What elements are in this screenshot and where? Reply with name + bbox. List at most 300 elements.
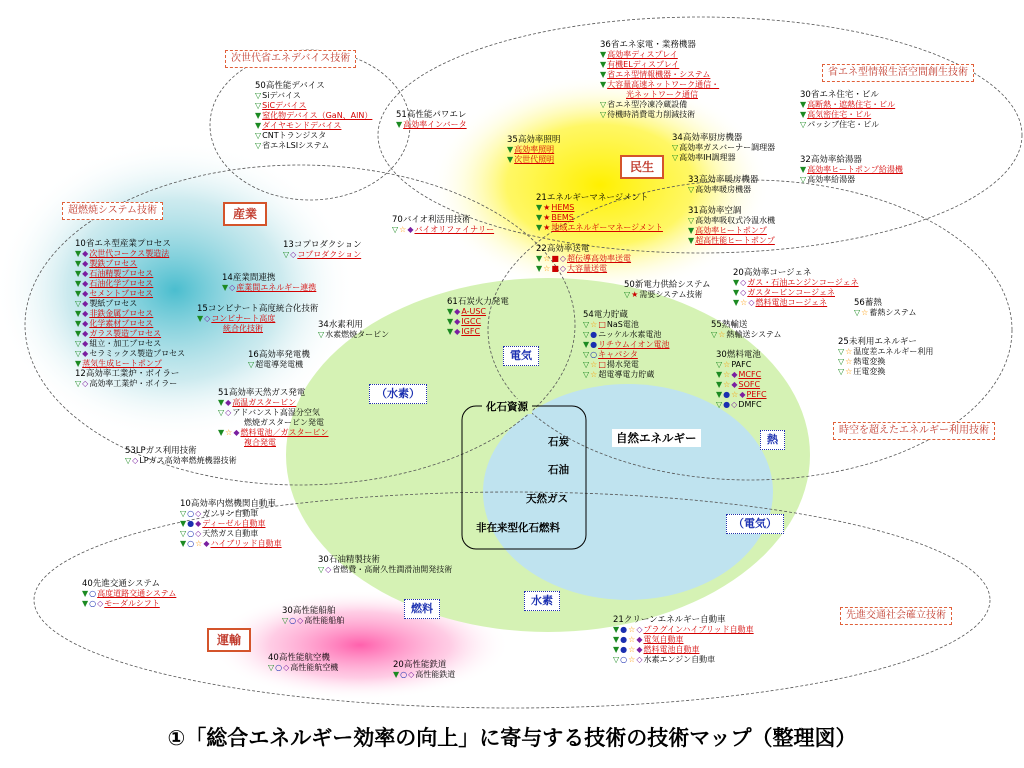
tech-item — [613, 645, 754, 655]
tech-item-label: ニッケル水素電池 — [598, 330, 662, 339]
tech-block-heading: 14産業間連携 — [222, 273, 276, 283]
tech-item — [716, 380, 767, 390]
tech-item-label: モーダルシフト — [104, 599, 160, 608]
tech-item-label: 高効率工業炉・ボイラー — [89, 379, 178, 388]
tech-item-label: 省エネLSIシステム — [262, 141, 330, 150]
tech-item — [255, 101, 372, 111]
tech-item-markers: ▼ — [75, 359, 82, 368]
tech-item-label: 産業間エネルギー連携 — [236, 283, 317, 292]
tech-item-label: 省エネ型冷凍冷蔵設備 — [607, 100, 688, 109]
tech-item-label: 超高性能ヒートポンプ — [695, 236, 775, 245]
tech-item-label: ガス・石油エンジンコージェネ — [747, 278, 859, 287]
tech-item-markers: ▼◆ — [75, 249, 89, 258]
tech-item-label: 高効率インバータ — [403, 120, 467, 129]
tech-item-label: キャパシタ — [598, 350, 638, 359]
tech-item-label: Siデバイス — [262, 91, 301, 100]
tech-block-heading: 31高効率空調 — [688, 206, 742, 216]
tech-item-markers: ▽ — [672, 153, 679, 162]
tech-block-heading: 30省エネ住宅・ビル — [800, 90, 879, 100]
tech-item-markers: ▽○◇ — [180, 509, 202, 518]
tech-item-markers: ▽○◇ — [180, 529, 202, 538]
tech-item-label: 燃焼ガスタービン発電 — [244, 418, 324, 427]
tech-item — [600, 60, 719, 70]
tech-item-markers: ▼○☆◆ — [180, 539, 210, 548]
tech-block-b51g — [218, 388, 328, 448]
tech-item — [75, 349, 185, 359]
tech-item — [255, 111, 372, 121]
tech-block-heading: 54電力貯蔵 — [583, 310, 628, 320]
tech-item-markers: ▽◆ — [75, 349, 89, 358]
tech-item-label: コプロダクション — [297, 250, 362, 259]
tech-item-label: 窒化物デバイス（GaN、AlN） — [262, 111, 373, 120]
tech-block-heading: 21クリーンエネルギー自動車 — [613, 615, 726, 625]
tech-block-heading: 34水素利用 — [318, 320, 363, 330]
tech-block-b14 — [222, 273, 316, 293]
tech-item-label: パッシブ住宅・ビル — [807, 120, 880, 129]
tech-item-label: 超伝導高効率送電 — [567, 254, 632, 263]
tech-item — [75, 249, 185, 259]
tech-item — [180, 539, 282, 549]
tech-block-heading: 51高効率天然ガス発電 — [218, 388, 306, 398]
tech-item-markers: ▼ — [800, 110, 807, 119]
tech-item-markers: ▽☆ — [838, 347, 853, 356]
tech-item — [688, 216, 775, 226]
tech-item — [688, 236, 775, 246]
tech-item-label: 次世代コークス製造法 — [89, 249, 170, 258]
tech-item — [733, 278, 859, 288]
tech-item-label: 石油化学プロセス — [89, 279, 154, 288]
tech-item-label: 蒸気生成ヒートポンプ — [82, 359, 162, 368]
tech-item-label: NaS電池 — [606, 320, 639, 329]
tech-block-b31 — [688, 206, 775, 246]
tech-item — [447, 307, 509, 317]
fossil-item-natural-gas: 天然ガス — [526, 493, 568, 505]
tech-item — [75, 289, 185, 299]
tech-block-heading: 30高性能船舶 — [282, 606, 336, 616]
tech-item — [282, 616, 344, 626]
tech-block-b40 — [82, 579, 176, 609]
tech-item — [197, 314, 318, 324]
tech-item-label: 高効率ヒートポンプ給湯機 — [807, 165, 903, 174]
tech-item-markers: ▽ — [672, 143, 679, 152]
tech-item — [716, 390, 767, 400]
tech-item — [218, 438, 328, 448]
tech-block-b56 — [854, 298, 917, 318]
energy-hydrogen-label: （水素） — [369, 384, 427, 404]
tech-item-markers: ▽☆ — [711, 330, 726, 339]
tech-block-b40a — [268, 653, 338, 673]
tech-item-markers: ▼●☆◆ — [613, 645, 643, 654]
tech-item-markers: ▽◇ — [283, 250, 297, 259]
tech-block-heading: 16高効率発電機 — [248, 350, 310, 360]
tech-item — [507, 145, 560, 155]
tech-item — [75, 309, 185, 319]
tech-item-markers: ▼☆◆ — [218, 428, 240, 437]
sector-industry: 産業 — [223, 202, 267, 226]
tech-item-label: 製紙プロセス — [89, 299, 138, 308]
tech-block-b12 — [75, 369, 179, 389]
tech-block-heading: 70バイオ利活用技術 — [392, 215, 471, 225]
tech-item-label: DMFC — [738, 400, 762, 409]
tech-block-b33 — [688, 175, 758, 195]
tech-item-markers: ▼◆ — [75, 279, 89, 288]
tech-block-heading: 32高効率給湯器 — [800, 155, 862, 165]
tech-block-b10v — [180, 499, 282, 549]
energy-electricity2-label: （電気） — [726, 514, 784, 534]
tech-item-markers: ▼○ — [82, 589, 97, 598]
tech-item-markers: ▼ — [507, 155, 514, 164]
tech-item-markers: ▼ — [255, 111, 262, 120]
tech-item-label: 高効率ヒートポンプ — [695, 226, 767, 235]
tech-item-markers: ▽◇ — [218, 408, 232, 417]
tech-item — [248, 360, 310, 370]
tech-item-label: MCFC — [738, 370, 762, 379]
natural-energy-label: 自然エネルギー — [612, 429, 701, 447]
tech-item-label: 高効率暖房機器 — [695, 185, 752, 194]
tech-block-b35 — [507, 135, 560, 165]
tech-item-markers: ▼ — [507, 145, 514, 154]
tech-item — [800, 165, 903, 175]
tech-item-markers: ▽ — [688, 216, 695, 225]
tech-item — [733, 288, 859, 298]
tech-item — [716, 360, 767, 370]
tech-item-label: ダイヤモンドデバイス — [262, 121, 342, 130]
tech-item-label: 水素燃焼タービン — [325, 330, 390, 339]
tech-item-label: 大容量高速ネットワーク通信・ — [607, 80, 720, 89]
tech-block-heading: 10省エネ型産業プロセス — [75, 239, 171, 249]
tech-block-heading: 21エネルギーマネージメント — [536, 193, 649, 203]
tech-item-label: 圧電変換 — [853, 367, 886, 376]
tech-item-label: 大容量送電 — [567, 264, 608, 273]
tech-item-markers: ▼◆ — [218, 398, 232, 407]
tech-item-label: プラグインハイブリッド自動車 — [643, 625, 754, 634]
tech-block-b34 — [672, 133, 775, 163]
tech-item-label: ハイブリッド自動車 — [210, 539, 282, 548]
tech-item — [688, 185, 758, 195]
fossil-item-coal: 石炭 — [548, 436, 569, 448]
tech-item-markers: ▼ — [688, 236, 695, 245]
tech-block-heading: 36省エネ家電・業務機器 — [600, 40, 696, 50]
tech-item-markers: ▽●◇ — [716, 400, 738, 409]
tech-item-label: コンビナート高度 — [211, 314, 276, 323]
tech-block-b61 — [447, 297, 509, 337]
tech-block-heading: 20高性能鉄道 — [393, 660, 447, 670]
category-next-gen-devices: 次世代省エネデバイス技術 — [225, 50, 356, 68]
tech-item-label: 有機ELディスプレイ — [607, 60, 680, 69]
tech-item-label: アドバンスト高湿分空気 — [232, 408, 320, 417]
tech-item-markers: ▽ — [255, 131, 262, 140]
tech-item-label: セラミックス製造プロセス — [89, 349, 186, 358]
tech-block-b21c — [613, 615, 754, 665]
tech-item-label: 地域エネルギーマネージメント — [551, 223, 663, 232]
tech-item-label: 燃料電池コージェネ — [755, 298, 828, 307]
tech-item — [800, 120, 895, 130]
tech-item — [283, 250, 362, 260]
tech-item-label: 製鉄プロセス — [89, 259, 138, 268]
tech-item — [600, 80, 719, 90]
tech-item-label: 熱電変換 — [853, 357, 886, 366]
tech-item-markers: ▽ — [600, 110, 607, 119]
tech-block-b50n — [624, 280, 710, 300]
tech-item-markers: ▼ — [600, 60, 607, 69]
tech-item — [447, 327, 509, 337]
category-info-living-space: 省エネ型情報生活空間創生技術 — [822, 64, 974, 82]
tech-item-markers: ▼◆ — [447, 307, 461, 316]
tech-block-b55 — [711, 320, 782, 340]
tech-item-markers: ▼●☆◆ — [613, 635, 643, 644]
tech-block-heading: 12高効率工業炉・ボイラー — [75, 369, 180, 379]
tech-item-label: リチウムイオン電池 — [598, 340, 670, 349]
tech-item-markers: ▼★ — [536, 213, 551, 222]
category-advanced-transport: 先進交通社会確立技術 — [840, 607, 952, 625]
tech-item — [583, 360, 670, 370]
fossil-resources-title: 化石資源 — [482, 399, 532, 414]
tech-item-markers: ▼ — [600, 70, 607, 79]
tech-item — [600, 90, 719, 100]
tech-item-label: 石油精製プロセス — [89, 269, 154, 278]
tech-item-label: 高効率吸収式冷温水機 — [695, 216, 776, 225]
tech-block-b13 — [283, 240, 362, 260]
tech-block-heading: 34高効率厨房機器 — [672, 133, 743, 143]
tech-block-b20 — [733, 268, 859, 308]
tech-block-b50 — [255, 81, 372, 151]
tech-item-label: 高温ガスタービン — [232, 398, 297, 407]
tech-item — [838, 347, 933, 357]
fossil-item-oil: 石油 — [548, 464, 569, 476]
tech-item — [75, 379, 179, 389]
tech-item — [218, 418, 328, 428]
tech-item-markers: ▼○◇ — [393, 670, 415, 679]
tech-item — [716, 370, 767, 380]
tech-item-markers: ▽ — [800, 175, 807, 184]
tech-item-markers: ▼◇ — [733, 278, 747, 287]
tech-item-markers: ▼★ — [536, 223, 551, 232]
tech-item-label: 非鉄金属プロセス — [89, 309, 154, 318]
tech-item-markers: ▽ — [800, 120, 807, 129]
tech-item-label: 燃料電池／ガスタービン — [240, 428, 329, 437]
tech-block-b22 — [536, 244, 631, 274]
tech-item-label: セメントプロセス — [89, 289, 154, 298]
tech-item — [672, 153, 775, 163]
tech-block-heading: 13コプロダクション — [283, 240, 362, 250]
tech-item-label: 高度道路交通システム — [97, 589, 177, 598]
tech-item — [318, 565, 452, 575]
tech-item-label: 省エネ型情報機器・システム — [607, 70, 711, 79]
tech-item — [447, 317, 509, 327]
tech-item — [82, 589, 176, 599]
tech-item-markers: ▽◇ — [75, 379, 89, 388]
tech-item — [255, 141, 372, 151]
tech-item-label: 高断熱・遮熱住宅・ビル — [807, 100, 896, 109]
tech-item-markers: ▽☆ — [854, 308, 869, 317]
tech-item — [716, 400, 767, 410]
tech-item — [838, 357, 933, 367]
tech-item-label: BEMS — [551, 213, 574, 222]
tech-item-markers: ▼● — [583, 340, 598, 349]
tech-item-markers: ▽○☆◇ — [613, 655, 643, 664]
tech-item — [218, 408, 328, 418]
tech-item-markers: ▼ — [800, 165, 807, 174]
tech-item — [600, 110, 719, 120]
tech-item-label: ディーゼル自動車 — [202, 519, 266, 528]
tech-block-heading: 50高性能デバイス — [255, 81, 325, 91]
tech-item — [600, 50, 719, 60]
tech-item-label: 超電導発電機 — [255, 360, 304, 369]
tech-block-heading: 53LPガス利用技術 — [125, 446, 197, 456]
tech-item — [583, 330, 670, 340]
tech-item-label: 高性能航空機 — [290, 663, 339, 672]
tech-item — [255, 131, 372, 141]
tech-item-label: 待機時消費電力削減技術 — [607, 110, 696, 119]
tech-item-label: 統合化技術 — [223, 324, 263, 333]
tech-item-markers: ▼★ — [536, 203, 551, 212]
tech-block-b53 — [125, 446, 237, 466]
tech-item-label: SiCデバイス — [262, 101, 307, 110]
tech-item-markers: ▽☆ — [583, 370, 598, 379]
tech-item-label: 光ネットワーク通信 — [626, 90, 698, 99]
tech-item-markers: ▽☆ — [716, 360, 731, 369]
tech-item-markers: ▼ — [600, 50, 607, 59]
tech-item-markers: ▽○ — [583, 350, 598, 359]
tech-item-label: IGFC — [461, 327, 481, 336]
tech-item-label: 高性能船舶 — [304, 616, 345, 625]
tech-item-markers: ▼◆ — [75, 289, 89, 298]
tech-item-label: 高性能鉄道 — [415, 670, 456, 679]
tech-block-b10i — [75, 239, 185, 369]
tech-block-heading: 20高効率コージェネ — [733, 268, 812, 278]
tech-item — [536, 203, 663, 213]
tech-item-markers: ▼●☆◆ — [716, 390, 746, 399]
tech-item — [125, 456, 237, 466]
tech-item-markers: ▼◆ — [75, 329, 89, 338]
tech-item-label: PAFC — [731, 360, 752, 369]
tech-item-label: 温度差エネルギー利用 — [853, 347, 934, 356]
tech-block-heading: 10高効率内燃機関自動車 — [180, 499, 276, 509]
tech-item-label: CNTトランジスタ — [262, 131, 327, 140]
tech-block-b15 — [197, 304, 318, 334]
tech-item-markers: ▽☆ — [838, 367, 853, 376]
tech-item-markers: ▼◆ — [75, 319, 89, 328]
tech-item-label: 高効率ディスプレイ — [607, 50, 678, 59]
tech-item — [800, 175, 903, 185]
tech-item — [75, 339, 185, 349]
tech-item-markers: ▽● — [583, 330, 598, 339]
tech-item — [75, 329, 185, 339]
tech-item-markers: ▽ — [248, 360, 255, 369]
tech-block-heading: 35高効率照明 — [507, 135, 561, 145]
tech-item — [75, 359, 185, 369]
tech-item-label: SOFC — [738, 380, 761, 389]
tech-item-markers: ▼◆ — [75, 309, 89, 318]
tech-item — [255, 91, 372, 101]
tech-item — [393, 670, 455, 680]
tech-block-heading: 61石炭火力発電 — [447, 297, 509, 307]
tech-item-markers: ▼☆◆ — [716, 370, 738, 379]
tech-block-b30h — [800, 90, 895, 130]
tech-block-b70 — [392, 215, 494, 235]
energy-hydrogen2-label: 水素 — [524, 591, 560, 611]
tech-item-markers: ▽◆ — [75, 299, 89, 308]
tech-item-label: 次世代照明 — [514, 155, 555, 164]
tech-item-markers: ▼○◇ — [82, 599, 104, 608]
tech-item — [75, 269, 185, 279]
tech-item-label: 水素エンジン自動車 — [643, 655, 716, 664]
tech-block-b16 — [248, 350, 310, 370]
tech-block-heading: 55熱輸送 — [711, 320, 748, 330]
tech-item-label: 高効率照明 — [514, 145, 555, 154]
tech-item — [583, 370, 670, 380]
tech-item-markers: ▼☆◆ — [716, 380, 738, 389]
tech-item-markers: ▽★ — [624, 290, 639, 299]
tech-item-markers: ▽○◇ — [268, 663, 290, 672]
tech-item-markers: ▼ — [800, 100, 807, 109]
tech-block-heading: 15コンビナート高度統合化技術 — [197, 304, 319, 314]
tech-block-heading: 25未利用エネルギー — [838, 337, 917, 347]
tech-item — [688, 226, 775, 236]
tech-item-markers: ▽ — [688, 185, 695, 194]
tech-item — [624, 290, 710, 300]
tech-item-markers: ▼ — [688, 226, 695, 235]
energy-electricity-label: 電気 — [503, 346, 539, 366]
tech-item — [197, 324, 318, 334]
tech-item-label: 電気自動車 — [643, 635, 684, 644]
tech-item-label: 需要システム技術 — [639, 290, 703, 299]
tech-item — [583, 340, 670, 350]
fossil-item-unconventional: 非在来型化石燃料 — [476, 522, 560, 534]
tech-item-markers: ▽ — [255, 101, 262, 110]
tech-item-markers: ▽ — [255, 141, 262, 150]
tech-item-label: ガソリン自動車 — [202, 509, 259, 518]
tech-item — [268, 663, 338, 673]
tech-item-label: 揚水発電 — [606, 360, 639, 369]
tech-item-markers: ▼◆ — [447, 317, 461, 326]
tech-item-markers: ▼☆◇ — [733, 298, 755, 307]
tech-item-markers: ▽ — [318, 330, 325, 339]
tech-item-label: IGCC — [461, 317, 482, 326]
tech-item-markers: ▼●☆◇ — [613, 625, 643, 634]
tech-item-label: 熱輸送システム — [726, 330, 782, 339]
tech-item-markers: ▼ — [396, 120, 403, 129]
tech-item-label: 天然ガス自動車 — [202, 529, 259, 538]
tech-item — [536, 254, 631, 264]
tech-item — [800, 100, 895, 110]
tech-item — [75, 299, 185, 309]
tech-item-label: 組立・加工プロセス — [89, 339, 162, 348]
tech-item-label: バイオリファイナリー — [414, 225, 495, 234]
tech-item — [613, 655, 754, 665]
tech-item-markers: ▽◆ — [75, 339, 89, 348]
tech-block-b54 — [583, 310, 670, 380]
tech-item — [75, 319, 185, 329]
tech-block-b36 — [600, 40, 719, 120]
tech-item-markers: ▽○◇ — [282, 616, 304, 625]
tech-item-label: 高効率ガスバーナー調理器 — [679, 143, 776, 152]
tech-block-b34h — [318, 320, 389, 340]
tech-block-heading: 50新電力供給システム — [624, 280, 711, 290]
energy-fuel-label: 燃料 — [404, 599, 440, 619]
tech-item-markers: ▼☆■◇ — [536, 254, 567, 263]
tech-item-label: ガラス製造プロセス — [89, 329, 162, 338]
tech-item — [392, 225, 494, 235]
tech-block-b30f — [716, 350, 767, 410]
sector-transport: 運輸 — [207, 628, 251, 652]
tech-item-markers: ▽☆ — [838, 357, 853, 366]
tech-item — [180, 509, 282, 519]
tech-item-markers: ▼☆■◇ — [536, 264, 567, 273]
tech-item — [222, 283, 316, 293]
tech-item — [218, 428, 328, 438]
tech-item — [536, 223, 663, 233]
